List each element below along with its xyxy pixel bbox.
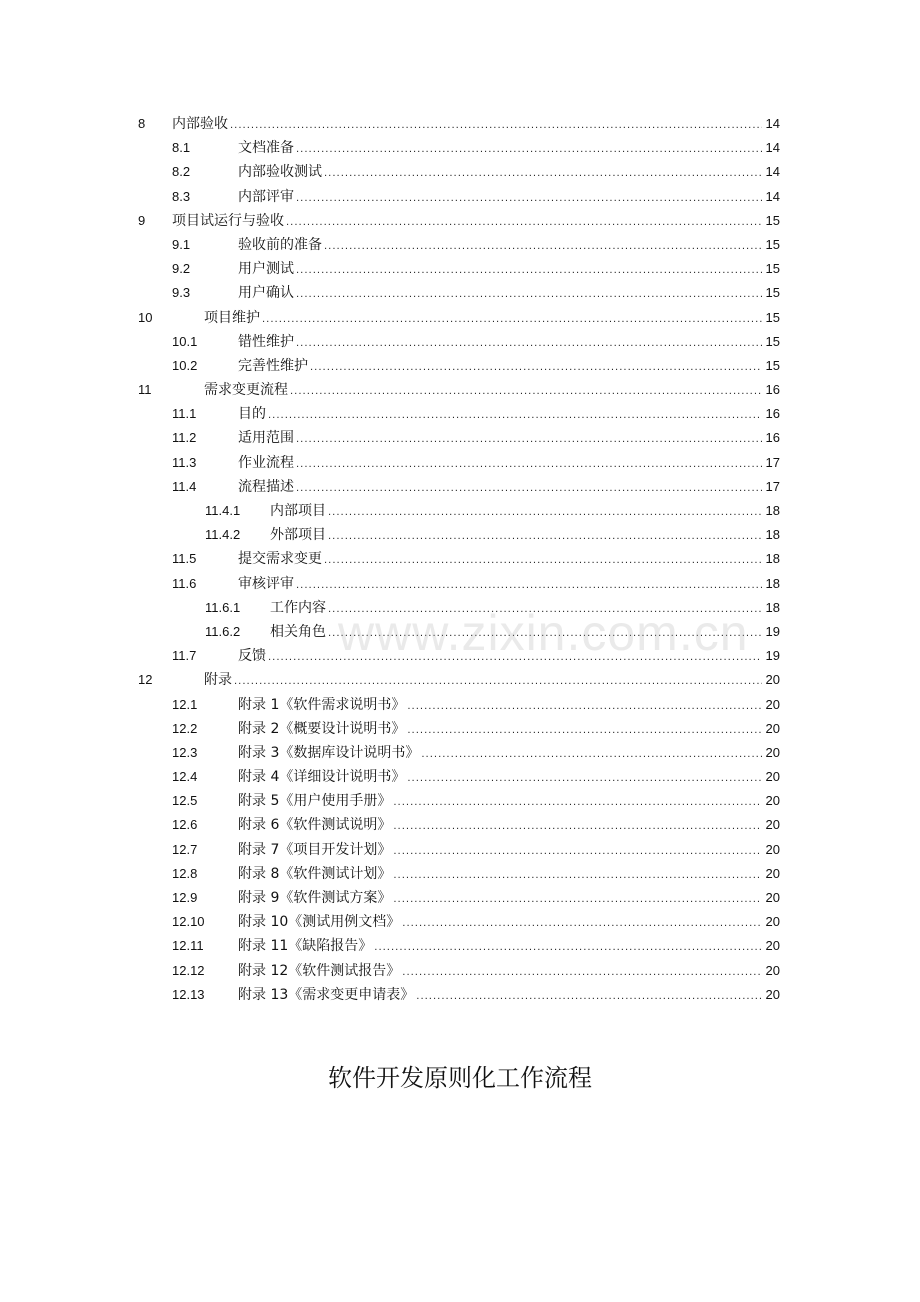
toc-entry-number: 11.2 <box>172 430 197 446</box>
toc-entry-number: 11.6.1 <box>205 599 241 615</box>
toc-entry-title: 项目维护 <box>204 306 262 330</box>
toc-entry[interactable] <box>0 451 920 475</box>
toc-entry-page-number: 20 <box>765 672 780 688</box>
toc-entry-title: 适用范围 <box>238 426 296 450</box>
toc-entry-title: 目的 <box>238 402 268 426</box>
toc-entry-title-wrap <box>238 160 762 186</box>
toc-entry-number: 11.6 <box>172 575 197 591</box>
toc-entry-title-wrap <box>270 499 762 525</box>
toc-entry-title: 附录 4《详细设计说明书》 <box>238 765 407 789</box>
toc-entry-number: 12.3 <box>172 744 198 760</box>
toc-entry-number: 9.3 <box>172 285 191 301</box>
toc-dot-leader <box>310 356 762 380</box>
toc-entry[interactable] <box>0 499 920 523</box>
toc-entry-title: 附录 8《软件测试计划》 <box>238 862 393 886</box>
toc-dot-leader <box>374 936 762 960</box>
toc-entry-title-wrap <box>204 378 762 404</box>
toc-entry-title: 附录 7《项目开发计划》 <box>238 838 393 862</box>
toc-entry-title-wrap <box>238 910 762 936</box>
toc-entry-title: 工作内容 <box>270 596 328 620</box>
toc-dot-leader <box>290 380 762 404</box>
toc-entry-title-wrap <box>238 257 762 283</box>
toc-entry-page-number: 18 <box>765 575 780 591</box>
toc-entry-number: 11.4.2 <box>205 527 241 543</box>
toc-entry-title-wrap <box>238 281 762 307</box>
watermark: www.zixin.com.cn <box>338 605 749 661</box>
toc-entry[interactable] <box>0 233 920 257</box>
toc-entry-number: 9.2 <box>172 261 191 277</box>
toc-entry-title-wrap <box>238 789 762 815</box>
toc-entry-page-number: 14 <box>765 164 780 180</box>
toc-dot-leader <box>328 622 762 646</box>
toc-dot-leader <box>296 138 762 162</box>
toc-entry-page-number: 20 <box>765 744 780 760</box>
toc-entry-title-wrap <box>238 644 762 670</box>
toc-entry-title: 用户确认 <box>238 281 296 305</box>
toc-entry-title-wrap <box>270 523 762 549</box>
toc-entry-title: 审核评审 <box>238 572 296 596</box>
toc-entry[interactable] <box>0 402 920 426</box>
toc-entry[interactable] <box>0 983 920 1007</box>
toc-dot-leader <box>407 767 762 791</box>
toc-dot-leader <box>328 525 762 549</box>
toc-entry-title-wrap <box>238 185 762 211</box>
toc-entry-page-number: 18 <box>765 503 780 518</box>
toc-entry[interactable] <box>0 523 920 547</box>
toc-entry-title-wrap <box>238 572 762 598</box>
toc-entry-number: 11 <box>138 382 152 398</box>
toc-entry-title: 附录 12《软件测试报告》 <box>238 959 402 983</box>
toc-entry-title-wrap <box>270 596 762 622</box>
toc-entry-title-wrap <box>238 354 762 380</box>
toc-dot-leader <box>234 670 762 694</box>
toc-dot-leader <box>268 404 762 428</box>
toc-entry-page-number: 18 <box>765 551 780 567</box>
toc-entry-title-wrap <box>238 426 762 452</box>
toc-entry-title: 附录 13《需求变更申请表》 <box>238 983 416 1007</box>
toc-entry-title: 附录 5《用户使用手册》 <box>238 789 393 813</box>
toc-dot-leader <box>402 961 762 985</box>
toc-entry-title-wrap <box>238 741 762 767</box>
toc-entry-page-number: 20 <box>765 793 780 809</box>
toc-entry-title-wrap <box>238 693 762 719</box>
toc-entry-page-number: 16 <box>765 382 780 398</box>
toc-entry-title: 完善性维护 <box>238 354 310 378</box>
toc-entry-title: 文档准备 <box>238 136 296 160</box>
toc-entry-number: 11.4 <box>172 478 197 494</box>
toc-entry-page-number: 20 <box>765 696 780 712</box>
toc-dot-leader <box>296 187 762 211</box>
toc-entry-title-wrap <box>238 330 762 356</box>
toc-entry-number: 12.9 <box>172 890 198 905</box>
toc-entry[interactable] <box>0 354 920 378</box>
toc-entry-title: 附录 10《测试用例文档》 <box>238 910 402 934</box>
toc-entry[interactable] <box>0 547 920 571</box>
toc-entry[interactable] <box>0 668 920 692</box>
toc-entry-number: 11.3 <box>172 454 197 470</box>
toc-entry[interactable] <box>0 620 920 644</box>
toc-dot-leader <box>328 501 762 525</box>
toc-entry-number: 8.2 <box>172 164 191 180</box>
toc-entry-page-number: 16 <box>765 406 780 422</box>
toc-entry-page-number: 16 <box>765 430 780 446</box>
toc-dot-leader <box>421 743 762 767</box>
toc-entry-number: 12.5 <box>172 793 198 809</box>
toc-entry-page-number: 14 <box>765 188 780 204</box>
toc-entry-title: 附录 11《缺陷报告》 <box>238 934 374 958</box>
toc-entry-title-wrap <box>238 862 762 888</box>
toc-dot-leader <box>296 283 762 307</box>
toc-entry-title: 外部项目 <box>270 523 328 547</box>
toc-entry[interactable] <box>0 789 920 813</box>
toc-entry[interactable] <box>0 185 920 209</box>
toc-entry-number: 11.7 <box>172 648 197 664</box>
toc-entry-number: 10 <box>138 309 153 325</box>
toc-entry-page-number: 15 <box>765 309 780 325</box>
toc-entry[interactable] <box>0 596 920 620</box>
toc-entry[interactable] <box>0 257 920 281</box>
toc-entry-title-wrap <box>238 934 762 960</box>
toc-entry-title: 附录 1《软件需求说明书》 <box>238 693 407 717</box>
toc-entry-number: 11.6.2 <box>205 623 241 639</box>
table-of-contents <box>0 112 920 1007</box>
toc-entry-title-wrap <box>238 886 762 912</box>
toc-entry-title-wrap <box>172 209 762 235</box>
toc-entry[interactable] <box>0 765 920 789</box>
toc-entry-page-number: 14 <box>765 140 780 156</box>
toc-entry-title: 附录 9《软件测试方案》 <box>238 886 393 910</box>
toc-entry-title-wrap <box>270 620 762 646</box>
toc-dot-leader <box>296 332 762 356</box>
toc-dot-leader <box>268 646 762 670</box>
toc-entry[interactable] <box>0 886 920 910</box>
toc-entry-page-number: 20 <box>765 938 780 954</box>
toc-entry-page-number: 15 <box>765 333 780 349</box>
toc-entry-title-wrap <box>238 717 762 743</box>
toc-entry-title: 流程描述 <box>238 475 296 499</box>
toc-entry-page-number: 14 <box>765 116 780 131</box>
toc-entry-page-number: 15 <box>765 261 780 277</box>
toc-entry[interactable] <box>0 306 920 330</box>
toc-entry-title: 提交需求变更 <box>238 547 324 571</box>
toc-entry-title: 附录 2《概要设计说明书》 <box>238 717 407 741</box>
toc-entry-page-number: 20 <box>765 890 780 905</box>
toc-entry-number: 12.2 <box>172 720 198 736</box>
toc-entry-number: 12.7 <box>172 841 198 857</box>
toc-entry-page-number: 17 <box>765 478 780 494</box>
toc-entry-title: 附录 3《数据库设计说明书》 <box>238 741 421 765</box>
toc-entry-number: 12.10 <box>172 914 205 930</box>
toc-entry-title: 项目试运行与验收 <box>172 209 286 233</box>
toc-entry-title: 需求变更流程 <box>204 378 290 402</box>
toc-dot-leader <box>328 598 762 622</box>
toc-entry[interactable] <box>0 378 920 402</box>
toc-entry[interactable] <box>0 209 920 233</box>
toc-entry[interactable] <box>0 426 920 450</box>
toc-entry-title-wrap <box>238 959 762 985</box>
toc-entry-page-number: 20 <box>765 720 780 736</box>
toc-dot-leader <box>407 695 762 719</box>
toc-entry[interactable] <box>0 475 920 499</box>
toc-entry-page-number: 19 <box>765 648 780 664</box>
toc-dot-leader <box>407 719 762 743</box>
toc-entry[interactable] <box>0 741 920 765</box>
toc-entry-title-wrap <box>238 813 762 839</box>
toc-entry-title: 内部评审 <box>238 185 296 209</box>
toc-entry-page-number: 20 <box>765 962 780 978</box>
toc-dot-leader <box>286 211 762 235</box>
toc-dot-leader <box>393 815 762 839</box>
toc-entry-number: 8.1 <box>172 140 191 156</box>
toc-entry-title-wrap <box>238 451 762 477</box>
toc-entry-number: 8.3 <box>172 188 191 204</box>
toc-entry-title: 验收前的准备 <box>238 233 324 257</box>
toc-dot-leader <box>296 428 762 452</box>
toc-entry-page-number: 20 <box>765 914 780 930</box>
toc-dot-leader <box>324 162 762 186</box>
toc-entry-title: 错性维护 <box>238 330 296 354</box>
toc-entry-number: 11.5 <box>172 551 197 567</box>
toc-entry-number: 10.2 <box>172 357 198 373</box>
toc-entry[interactable] <box>0 813 920 837</box>
toc-entry-number: 9 <box>138 212 146 228</box>
toc-entry[interactable] <box>0 862 920 886</box>
toc-entry-number: 12 <box>138 672 153 688</box>
toc-dot-leader <box>324 235 762 259</box>
toc-dot-leader <box>230 114 762 138</box>
toc-entry-title: 内部验收测试 <box>238 160 324 184</box>
toc-entry-title-wrap <box>238 765 762 791</box>
toc-entry-title-wrap <box>238 136 762 162</box>
toc-entry-page-number: 15 <box>765 236 780 252</box>
toc-entry[interactable] <box>0 572 920 596</box>
toc-entry-title-wrap <box>238 233 762 259</box>
toc-entry[interactable] <box>0 959 920 983</box>
toc-entry[interactable] <box>0 281 920 305</box>
toc-entry-title-wrap <box>204 668 762 694</box>
toc-entry-number: 12.11 <box>172 938 204 954</box>
toc-entry-title-wrap <box>238 838 762 864</box>
toc-entry-number: 10.1 <box>172 333 198 349</box>
toc-entry-page-number: 20 <box>765 841 780 857</box>
toc-entry-title: 附录 <box>204 668 234 692</box>
toc-entry-page-number: 20 <box>765 865 780 881</box>
toc-dot-leader <box>324 549 762 573</box>
toc-entry-number: 9.1 <box>172 236 191 252</box>
toc-dot-leader <box>416 985 762 1009</box>
toc-dot-leader <box>296 453 762 477</box>
toc-entry[interactable] <box>0 644 920 668</box>
toc-entry-page-number: 20 <box>765 986 780 1002</box>
toc-entry-number: 11.4.1 <box>205 503 241 518</box>
toc-entry[interactable] <box>0 838 920 862</box>
toc-entry-title: 相关角色 <box>270 620 328 644</box>
toc-entry-title: 反馈 <box>238 644 268 668</box>
toc-entry-number: 11.1 <box>172 406 197 422</box>
toc-entry-title-wrap <box>238 547 762 573</box>
toc-dot-leader <box>296 477 762 501</box>
toc-entry[interactable] <box>0 112 920 136</box>
toc-entry-title: 内部项目 <box>270 499 328 523</box>
toc-entry-title: 用户测试 <box>238 257 296 281</box>
toc-entry-number: 12.13 <box>172 986 205 1002</box>
toc-entry-title: 附录 6《软件测试说明》 <box>238 813 393 837</box>
toc-entry[interactable] <box>0 717 920 741</box>
toc-entry[interactable] <box>0 160 920 184</box>
toc-entry-page-number: 18 <box>765 527 780 543</box>
toc-entry-number: 8 <box>138 116 146 131</box>
toc-entry-page-number: 20 <box>765 817 780 833</box>
toc-entry[interactable] <box>0 330 920 354</box>
toc-dot-leader <box>393 840 762 864</box>
toc-dot-leader <box>402 912 762 936</box>
document-title: 软件开发原则化工作流程 <box>328 1064 592 1092</box>
toc-entry-page-number: 20 <box>765 769 780 785</box>
toc-entry-page-number: 18 <box>765 599 780 615</box>
toc-dot-leader <box>393 888 762 912</box>
toc-entry-title: 内部验收 <box>172 112 230 136</box>
toc-dot-leader <box>296 259 762 283</box>
toc-entry-number: 12.4 <box>172 769 198 785</box>
toc-entry-page-number: 15 <box>765 285 780 301</box>
toc-entry-number: 12.8 <box>172 865 198 881</box>
toc-dot-leader <box>296 574 762 598</box>
toc-entry[interactable] <box>0 934 920 958</box>
toc-entry-number: 12.12 <box>172 962 205 978</box>
toc-entry-page-number: 17 <box>765 454 780 470</box>
toc-entry-page-number: 15 <box>765 357 780 373</box>
toc-entry-page-number: 15 <box>765 212 780 228</box>
toc-entry-title-wrap <box>238 402 762 428</box>
toc-entry-title-wrap <box>238 983 762 1009</box>
toc-dot-leader <box>393 791 762 815</box>
toc-entry-number: 12.6 <box>172 817 198 833</box>
toc-entry[interactable] <box>0 910 920 934</box>
toc-entry-title: 作业流程 <box>238 451 296 475</box>
toc-entry-number: 12.1 <box>172 696 198 712</box>
toc-entry[interactable] <box>0 693 920 717</box>
toc-entry-title-wrap <box>238 475 762 501</box>
toc-dot-leader <box>393 864 762 888</box>
toc-entry-title-wrap <box>172 112 762 138</box>
toc-entry-page-number: 19 <box>765 623 780 639</box>
toc-entry-title-wrap <box>204 306 762 332</box>
toc-dot-leader <box>262 308 762 332</box>
toc-entry[interactable] <box>0 136 920 160</box>
